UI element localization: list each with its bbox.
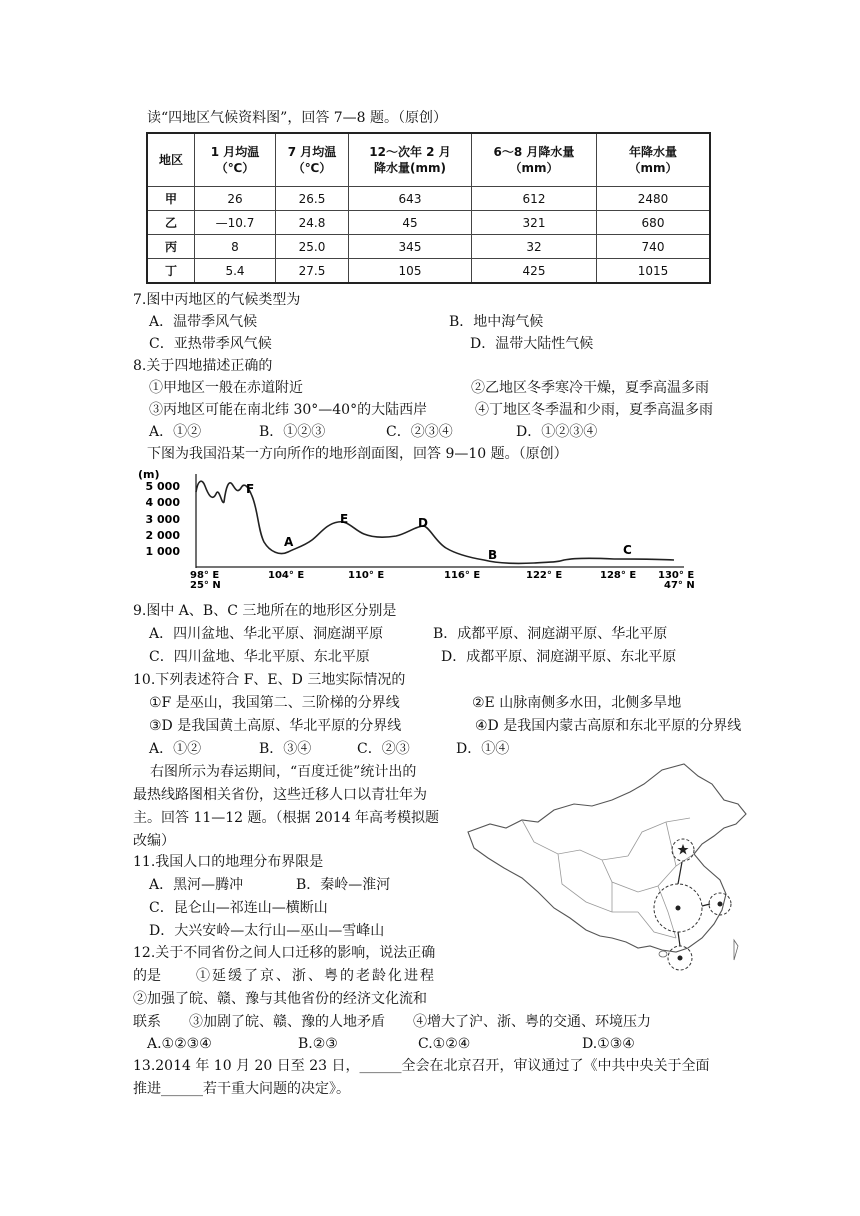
profile-label-b: B [488,548,498,562]
q8-option-b: B．①②③ [259,424,326,440]
table-header-text: 降水量(mm) [374,161,446,175]
china-migration-map [462,762,768,996]
q12-line-2b: ①延缓了京、浙、粤的老龄化进程 [196,968,436,984]
table-header-text: （℃） [292,161,332,175]
table-cell: 27.5 [276,259,349,284]
q9-option-a: A．四川盆地、华北平原、洞庭湖平原 [149,626,384,642]
table-cell: —10.7 [195,211,276,235]
profile-unit: (m) [138,468,160,481]
table-header-text: （mm） [628,161,678,175]
profile-x-tick: 128° E [600,570,637,581]
intro-7-8: 读“四地区气候资料图”，回答 7—8 题。（原创） [147,110,448,126]
q7-option-d: D．温带大陆性气候 [470,336,594,352]
table-cell: 24.8 [276,211,349,235]
table-cell: 26 [195,187,276,211]
q8-statement-4: ④丁地区冬季温和少雨，夏季高温多雨 [475,402,713,418]
q10-option-b: B．③④ [259,741,312,757]
profile-start-lat: 25° N [190,580,221,590]
q12-option-c: C.①②④ [418,1036,471,1052]
intro-11-12-line-3: 主。回答 11—12 题。（根据 2014 年高考模拟题 [133,810,440,826]
profile-x-tick: 130° E [658,570,695,581]
profile-x-tick: 110° E [348,570,385,581]
q11-option-d: D．大兴安岭—太行山—巫山—雪峰山 [149,923,385,939]
profile-y-tick: 1 000 [145,545,180,558]
table-header-cell [276,133,349,187]
table-cell: 32 [472,235,597,259]
table-cell: 45 [349,211,472,235]
q8-statement-3: ③丙地区可能在南北纬 30°—40°的大陆西岸 [149,402,428,418]
q12-line-2a: 的是 [133,968,161,984]
q10-option-c: C．②③ [357,741,410,757]
q10-statement-2: ②E 山脉南侧多水田，北侧多旱地 [472,695,682,711]
q13-line-2: 推进______若干重大问题的决定》。 [133,1081,350,1097]
q11-option-a: A．黑河—腾冲 [149,877,244,893]
table-region-cell: 丁 [147,259,195,284]
q7-option-b: B．地中海气候 [449,314,544,330]
q13-line-1: 13.2014 年 10 月 20 日至 23 日，______全会在北京召开，审议通过了《中共中央关于全面 [133,1058,710,1074]
migration-arrow [678,932,680,946]
q12-line-3: ②加强了皖、赣、豫与其他省份的经济文化流和 [133,991,427,1007]
table-cell: 740 [597,235,711,259]
q12-option-b: B.②③ [298,1036,338,1052]
table-header-cell [472,133,597,187]
table-header-cell [349,133,472,187]
table-cell: 612 [472,187,597,211]
terrain-profile [134,466,714,590]
q10-statement-1: ①F 是巫山，我国第二、三阶梯的分界线 [149,695,400,711]
q9-stem: 9.图中 A、B、C 三地所在的地形区分别是 [133,603,397,619]
table-header-cell [597,133,711,187]
city-dot [676,906,681,911]
city-dot [718,902,723,907]
q12-option-a: A.①②③④ [147,1036,212,1052]
table-cell: 425 [472,259,597,284]
city-dot [678,956,683,961]
migration-arrow [678,862,682,884]
star-icon [678,844,689,855]
profile-y-tick: 5 000 [145,480,180,493]
q10-statement-4: ④D 是我国内蒙古高原和东北平原的分界线 [475,718,742,734]
table-header-text: （mm） [509,161,559,175]
q9-option-b: B．成都平原、洞庭湖平原、华北平原 [433,626,668,642]
q12-line-4: 联系 ③加剧了皖、赣、豫的人地矛盾 ④增大了沪、浙、粤的交通、环境压力 [133,1014,651,1030]
profile-end-lat: 47° N [664,580,695,590]
q10-statement-3: ③D 是我国黄土高原、华北平原的分界线 [149,718,402,734]
table-row [147,235,710,259]
q8-statement-1: ①甲地区一般在赤道附近 [149,380,303,396]
profile-y-tick: 3 000 [145,513,180,526]
q10-option-a: A．①② [149,741,202,757]
q7-stem: 7.图中丙地区的气候类型为 [133,292,301,308]
q10-option-d: D．①④ [456,741,510,757]
profile-curve [196,481,674,563]
table-cell: 5.4 [195,259,276,284]
table-header-row [147,133,710,187]
table-cell: 8 [195,235,276,259]
q10-stem: 10.下列表述符合 F、E、D 三地实际情况的 [133,672,406,688]
table-cell: 105 [349,259,472,284]
q8-option-a: A．①② [149,424,202,440]
q8-option-d: D．①②③④ [516,424,598,440]
q7-option-c: C．亚热带季风气候 [149,336,272,352]
table-cell: 1015 [597,259,711,284]
profile-x-tick: 122° E [526,570,563,581]
table-cell: 321 [472,211,597,235]
profile-x-tick: 104° E [268,570,305,581]
table-row [147,259,710,284]
profile-x-tick: 116° E [444,570,481,581]
table-region-cell: 甲 [147,187,195,211]
table-header-text: 12～次年 2 月 [369,145,451,159]
table-header-text: 6～8 月降水量 [493,145,575,159]
table-cell: 2480 [597,187,711,211]
profile-y-tick: 2 000 [145,529,180,542]
profile-label-f: F [246,482,255,496]
table-cell: 680 [597,211,711,235]
province-borders [522,818,694,938]
table-region-cell: 丙 [147,235,195,259]
profile-x-tick: 98° E [190,570,220,581]
q12-line-1: 12.关于不同省份之间人口迁移的影响，说法正确 [133,945,436,961]
profile-label-e: E [340,512,349,526]
q9-option-d: D．成都平原、洞庭湖平原、东北平原 [441,649,677,665]
profile-label-d: D [418,516,428,530]
table-header-text: 7 月均温 [287,145,337,159]
q11-option-c: C．昆仑山—祁连山—横断山 [149,900,328,916]
q11-stem: 11.我国人口的地理分布界限是 [133,854,324,870]
table-row [147,211,710,235]
q7-option-a: A．温带季风气候 [149,314,258,330]
q8-statement-2: ②乙地区冬季寒冷干燥，夏季高温多雨 [471,380,709,396]
intro-9-10: 下图为我国沿某一方向所作的地形剖面图，回答 9—10 题。（原创） [147,446,568,462]
taiwan-island [734,940,738,960]
table-header-cell [147,133,195,187]
intro-11-12-line-1: 右图所示为春运期间，“百度迁徙”统计出的 [150,764,417,780]
profile-label-c: C [623,543,632,557]
china-outline [468,764,746,952]
q8-option-c: C．②③④ [386,424,453,440]
table-cell: 26.5 [276,187,349,211]
q8-stem: 8.关于四地描述正确的 [133,358,273,374]
table-region-cell: 乙 [147,211,195,235]
table-cell: 643 [349,187,472,211]
table-row [147,187,710,211]
q12-option-d: D.①③④ [582,1036,635,1052]
intro-11-12-line-4: 改编） [133,833,175,849]
table-cell: 345 [349,235,472,259]
q9-option-c: C．四川盆地、华北平原、东北平原 [149,649,370,665]
climate-table [146,132,711,284]
table-header-text: 地区 [158,153,183,167]
table-header-text: 年降水量 [628,145,677,159]
intro-11-12-line-2: 最热线路图相关省份，这些迁移人口以青壮年为 [133,787,427,803]
profile-label-a: A [284,535,294,549]
table-header-text: 1 月均温 [210,145,260,159]
hainan-island [659,951,667,957]
q11-option-b: B．秦岭—淮河 [296,877,391,893]
profile-y-tick: 4 000 [145,496,180,509]
table-cell: 25.0 [276,235,349,259]
table-header-text: （℃） [215,161,255,175]
table-header-cell [195,133,276,187]
